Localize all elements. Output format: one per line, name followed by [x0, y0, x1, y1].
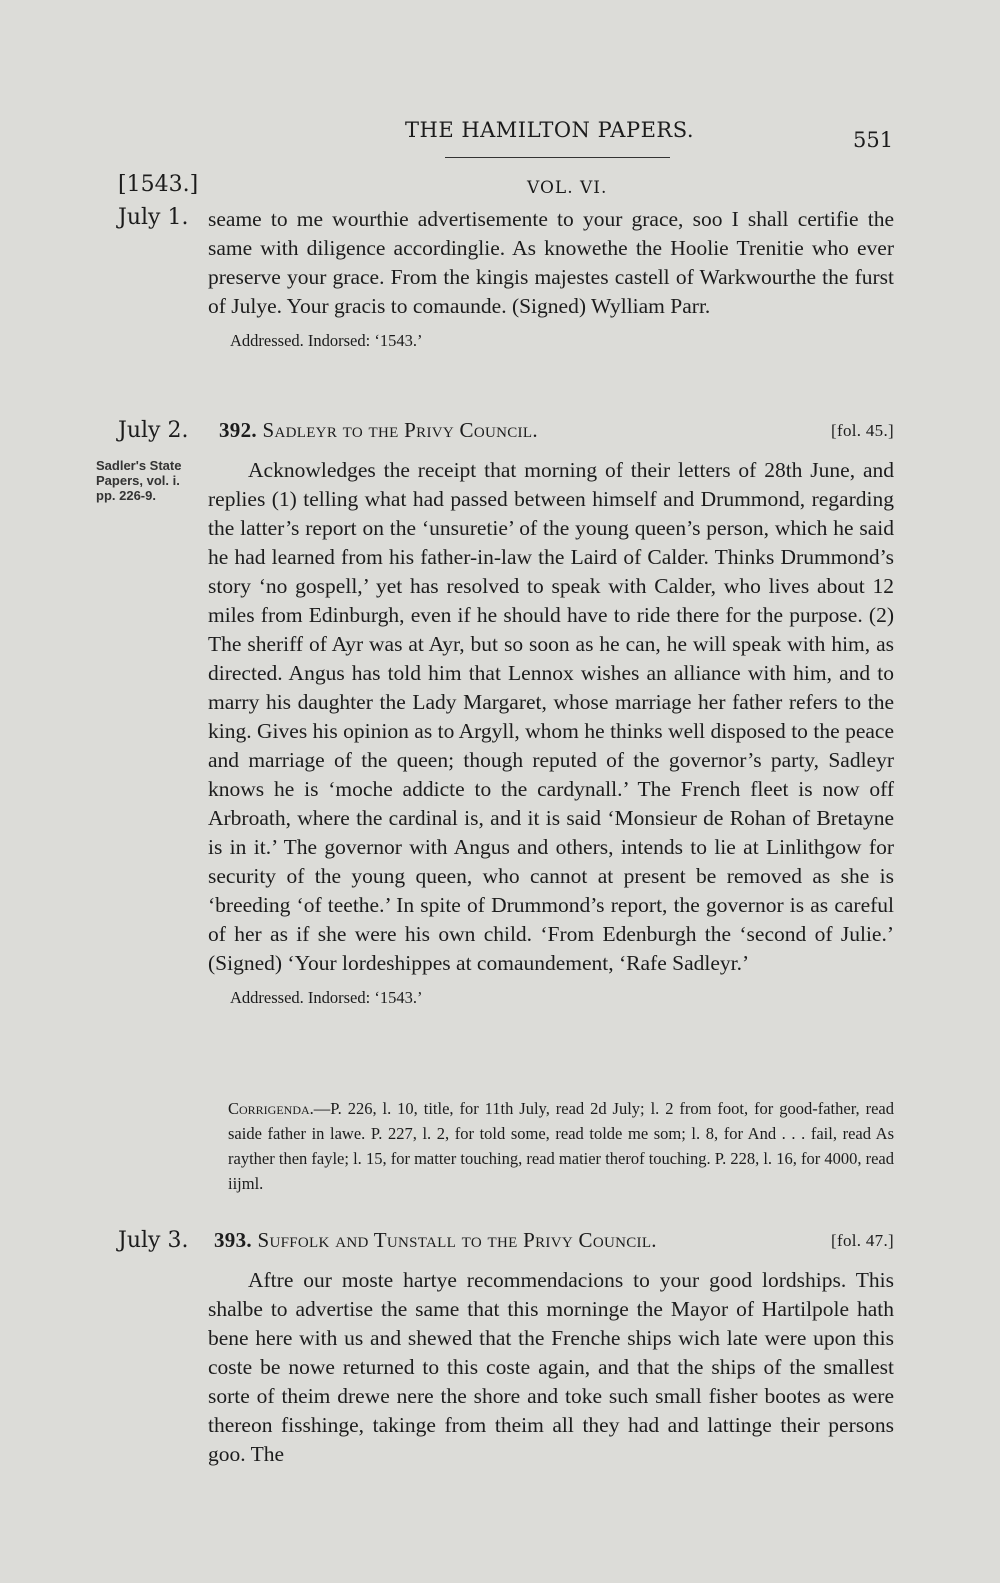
volume-label: VOL. VI. — [527, 178, 608, 198]
folio-reference: [fol. 45.] — [831, 421, 894, 440]
entry-paragraph: Aftre our moste hartye recommendacions to your good lordships. This shalbe to advertise the same that this morninge the Mayor of Hartilpole hath bene here with us and shewed that the Frenche ships wich late were upon this coste be nowe returned to this coste again, and that the ships of the smallest sorte of theim drewe nere the shore and toke such small fisher bootes as were thereon fisshinge, takinge from theim all they had and lattinge their persons goo. The — [208, 1268, 894, 1466]
marginal-line: pp. 226-9. — [96, 488, 156, 503]
continuation-paragraph: seame to me wourthie advertisemente to your grace, soo I shall certifie the same with diligence accordinglie. As knowethe the Hoolie Trenitie who ever preserve your grace. From the kingis majestes castell of Warkwourthe the furst of Julye. Your gracis to comaunde. (Signed) Wylliam Parr. — [208, 207, 894, 318]
entry-body-392 — [208, 456, 894, 1010]
entry-body-393 — [208, 1266, 894, 1469]
date-july-1: July 1. — [118, 205, 189, 230]
entry-title: Suffolk and Tunstall to the Privy Council. — [257, 1228, 657, 1252]
entry-heading-393 — [214, 1228, 894, 1253]
folio-reference: [fol. 47.] — [831, 1231, 894, 1250]
corrigenda — [228, 1096, 894, 1196]
header-rule — [445, 157, 670, 158]
running-title: THE HAMILTON PAPERS. — [405, 118, 695, 142]
entry-heading-392 — [219, 418, 894, 443]
corrigenda-label: Corrigenda. — [228, 1099, 314, 1118]
continuation-text — [208, 205, 894, 353]
marginal-reference — [96, 458, 206, 503]
marginal-line: Sadler's State — [96, 458, 182, 473]
page-number: 551 — [853, 128, 894, 152]
year-marker: [1543.] — [118, 172, 199, 197]
date-july-3: July 3. — [118, 1228, 189, 1253]
entry-number: 393. — [214, 1228, 252, 1252]
entry-paragraph: Acknowledges the receipt that morning of their letters of 28th June, and replies (1) telling what had passed between himself and Drummond, regarding the latter’s report on the ‘unsuretie’ of the young queen’s person, which he said he had learned from his father-in-law the Laird of Calder. Thinks Drummond’s story ‘no gospell,’ yet has resolved to speak with Calder, who lives about 12 miles from Edinburgh, even if he should have to ride there for the purpose. (2) The sheriff of Ayr was at Ayr, but so soon as he can, he will speak with him, as directed. Angus has told him that Lennox wishes an alliance with him, and to marry his daughter the Lady Margaret, whose marriage her father refers to the king. Gives his opinion as to Argyll, whom he thinks well disposed to the peace and marriage of the queen; though reputed of the governor’s party, Sadleyr knows he is ‘moche addicte to the cardynall.’ The French fleet is now off Arbroath, where the cardinal is, and it is said ‘Monsieur de Rohan of Bretayne is in it.’ The governor with Angus and others, intends to lie at Linlithgow for security of the young queen, who cannot at present be removed as she is ‘breeding ‘of teethe.’ In spite of Drummond’s report, the governor is as careful of her as if she were his own child. ‘From Edenburgh the ‘second of Julie.’ (Signed) ‘Your lordeshippes at comaundement, ‘Rafe Sadleyr.’ — [208, 458, 894, 975]
corrigenda-text: —P. 226, l. 10, title, for 11th July, read 2d July; l. 2 from foot, for good-father, read saide father in lawe. P. 227, l. 2, for told some, read tolde me som; l. 8, for And . . . fail, read As rayther then fayle; l. 15, for matter touching, read matier therof touching. P. 228, l. 16, for 4000, read iijml. — [228, 1099, 894, 1193]
endorsement-note: Addressed. Indorsed: ‘1543.’ — [230, 988, 423, 1007]
date-july-2: July 2. — [118, 418, 189, 443]
entry-number: 392. — [219, 418, 257, 442]
entry-title: Sadleyr to the Privy Council. — [262, 418, 538, 442]
endorsement-note: Addressed. Indorsed: ‘1543.’ — [230, 331, 423, 350]
marginal-line: Papers, vol. i. — [96, 473, 180, 488]
